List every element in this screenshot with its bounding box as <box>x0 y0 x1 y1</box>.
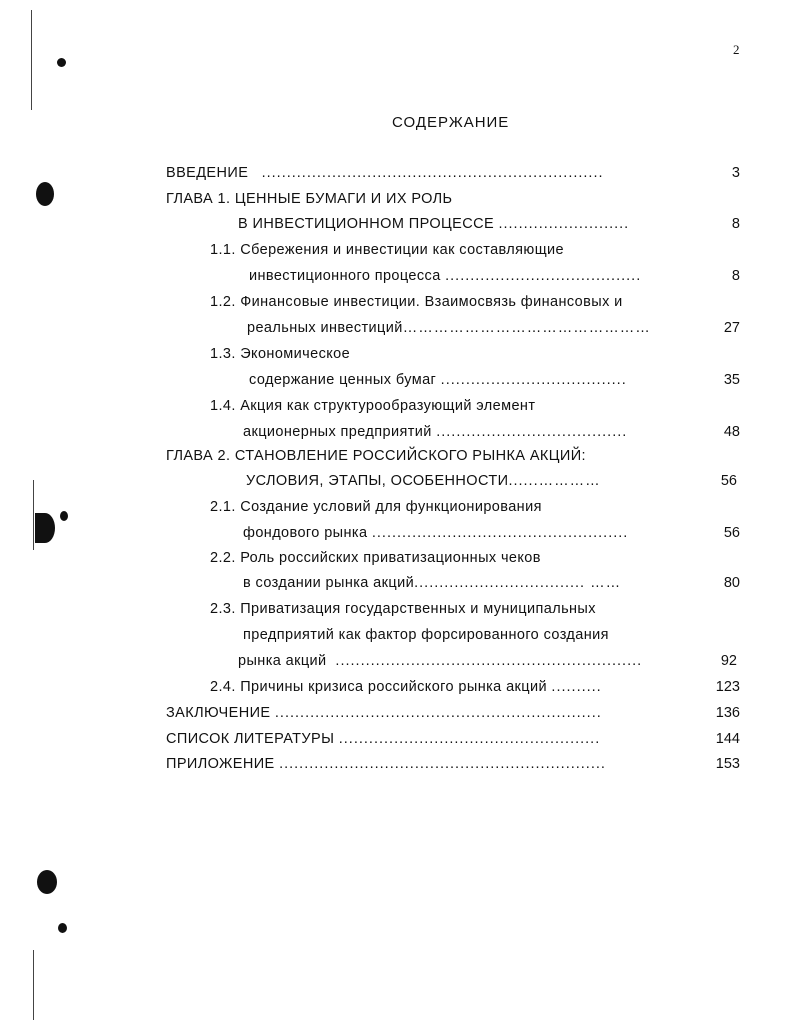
toc-line <box>166 448 586 464</box>
toc-line <box>247 320 651 336</box>
toc-line-dots: .................................................................... <box>261 165 604 181</box>
toc-line-text: содержание ценных бумаг <box>249 372 437 388</box>
toc-page: 56 <box>723 525 740 541</box>
scan-edge-line <box>33 480 34 550</box>
scan-edge-line <box>31 10 32 110</box>
toc-page: 56 <box>720 473 737 489</box>
toc-page: 35 <box>723 372 740 388</box>
toc-line-text: реальных инвестиций <box>247 320 403 336</box>
toc-page: 123 <box>715 679 740 695</box>
toc-line-dots: ................................................................. <box>279 756 606 772</box>
toc-line <box>243 525 628 541</box>
toc-page: 80 <box>723 575 740 591</box>
toc-line-text: инвестиционного процесса <box>249 268 441 284</box>
toc-line <box>166 731 600 747</box>
toc-page: 153 <box>715 756 740 772</box>
toc-line <box>210 346 350 362</box>
toc-line <box>243 575 621 591</box>
toc-line-text: фондового рынка <box>243 525 368 541</box>
binder-hole <box>36 182 54 206</box>
toc-line-dots: ............................................................. <box>335 653 643 669</box>
toc-line-dots: ......………… <box>508 473 601 489</box>
toc-line-text: 1.2. Финансовые инвестиции. Взаимосвязь финансовых и <box>210 294 623 310</box>
toc-line-text: акционерных предприятий <box>243 424 432 440</box>
toc-line-dots: ...................................... <box>436 424 628 440</box>
toc-line-text: 1.4. Акция как структурообразующий элемент <box>210 398 536 414</box>
toc-line <box>210 242 564 258</box>
toc-line-dots: .......................... <box>498 216 630 232</box>
toc-line-text: В ИНВЕСТИЦИОННОМ ПРОЦЕССЕ <box>238 216 495 232</box>
toc-line-text: ПРИЛОЖЕНИЕ <box>166 756 275 772</box>
toc-page: 27 <box>723 320 740 336</box>
binder-hole-mark <box>57 58 66 67</box>
toc-line-text: рынка акций <box>238 653 327 669</box>
binder-hole-mark <box>60 511 68 521</box>
toc-line-dots: ………………………………………… <box>402 320 651 336</box>
toc-line-dots: ..................................... <box>440 372 627 388</box>
toc-page: 8 <box>731 216 740 232</box>
toc-line <box>166 756 606 772</box>
toc-line-text: ГЛАВА 1. ЦЕННЫЕ БУМАГИ И ИХ РОЛЬ <box>166 191 453 207</box>
toc-line-text: в создании рынка акций <box>243 575 415 591</box>
toc-line <box>238 653 642 669</box>
scan-edge-line <box>33 950 34 1020</box>
toc-line-dots: ................................................................. <box>274 705 602 721</box>
toc-line <box>210 398 535 414</box>
toc-line-text: 1.1. Сбережения и инвестиции как составляющие <box>210 242 564 258</box>
toc-line-dots: ................................................... <box>371 525 629 541</box>
toc-line <box>210 294 623 310</box>
binder-hole <box>35 513 55 543</box>
toc-line-text: УСЛОВИЯ, ЭТАПЫ, ОСОБЕННОСТИ <box>246 473 509 489</box>
toc-line-text: 2.1. Создание условий для функционирования <box>210 499 542 515</box>
toc-line <box>243 424 627 440</box>
toc-line <box>210 601 596 617</box>
toc-page: 136 <box>715 705 740 721</box>
toc-line <box>166 705 602 721</box>
toc-line-dots: ....................................... <box>445 268 642 284</box>
page-number: 2 <box>733 42 740 57</box>
toc-page: 144 <box>715 731 740 747</box>
toc-line <box>210 499 542 515</box>
toc-line-text: предприятий как фактор форсированного создания <box>243 627 609 643</box>
toc-line <box>166 191 452 207</box>
page-title: СОДЕРЖАНИЕ <box>392 114 510 131</box>
toc-line-dots: .................................. …… <box>414 575 622 591</box>
toc-line-dots: .................................................... <box>338 731 601 747</box>
toc-line <box>166 165 604 181</box>
toc-line-text: 2.4. Причины кризиса российского рынка акций <box>210 679 547 695</box>
toc-line <box>246 473 601 489</box>
toc-line <box>238 216 629 232</box>
binder-hole-mark <box>58 923 67 933</box>
toc-page: 8 <box>731 268 740 284</box>
toc-page: 3 <box>731 165 740 181</box>
toc-line <box>243 627 609 643</box>
toc-line <box>210 550 541 566</box>
toc-line-text: ЗАКЛЮЧЕНИЕ <box>166 705 271 721</box>
toc-line-text: 2.3. Приватизация государственных и муниципальных <box>210 601 596 617</box>
binder-hole <box>37 870 57 894</box>
toc-line <box>210 679 602 695</box>
toc-line-text: 2.2. Роль российских приватизационных чеков <box>210 550 541 566</box>
toc-page: 92 <box>720 653 737 669</box>
toc-page: 48 <box>723 424 740 440</box>
toc-line <box>249 372 627 388</box>
toc-line-text: 1.3. Экономическое <box>210 346 351 362</box>
toc-line-text: ВВЕДЕНИЕ <box>166 165 249 181</box>
toc-line-text: СПИСОК ЛИТЕРАТУРЫ <box>166 731 335 747</box>
toc-line-dots: .......... <box>551 679 602 695</box>
toc-line-text: ГЛАВА 2. СТАНОВЛЕНИЕ РОССИЙСКОГО РЫНКА АКЦИЙ: <box>166 448 586 464</box>
toc-line <box>249 268 641 284</box>
